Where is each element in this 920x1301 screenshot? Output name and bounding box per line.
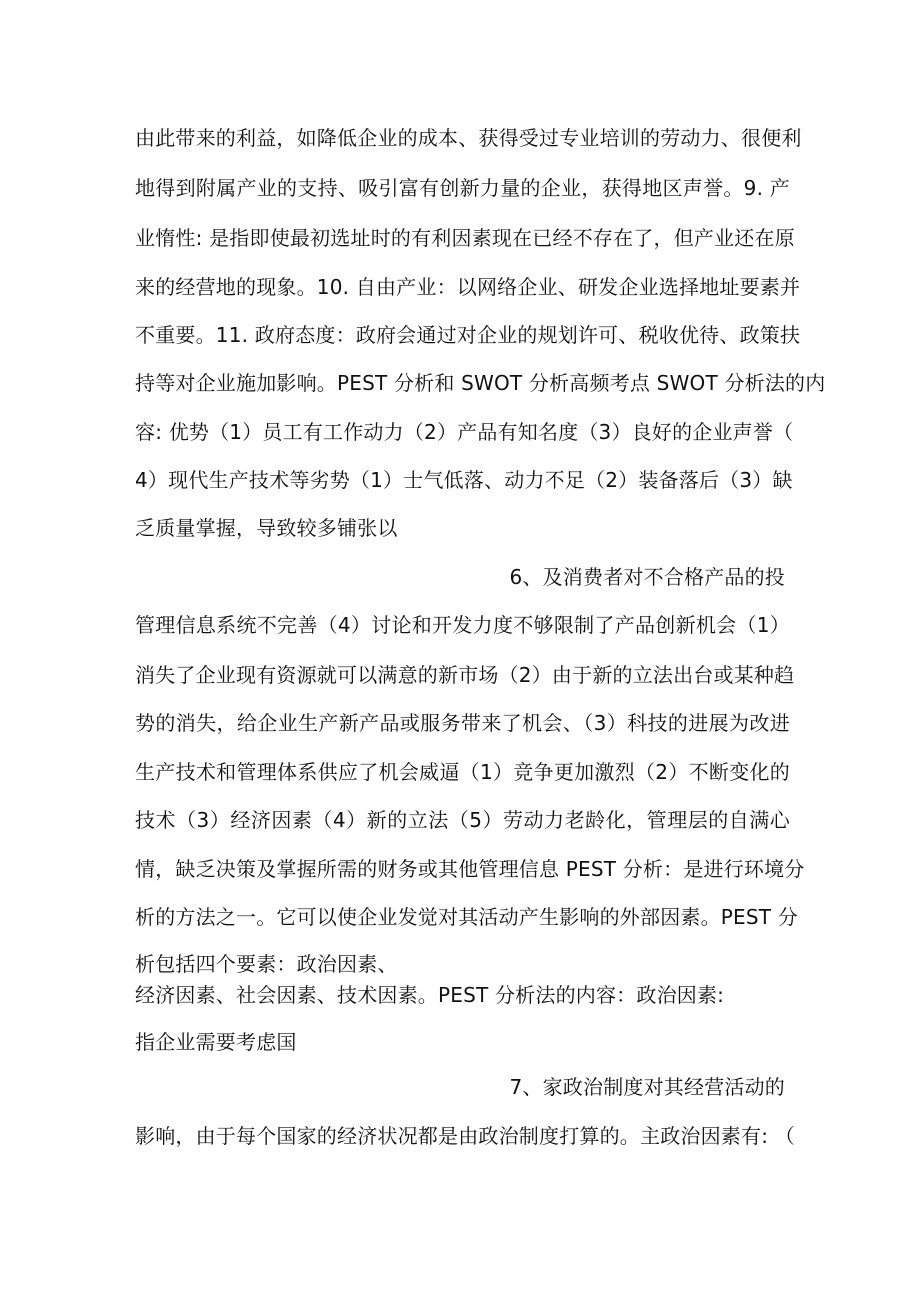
paragraph-line: 消失了企业现有资源就可以满意的新市场（2）由于新的立法出台或某种趋 [135,663,795,687]
paragraph-line: 势的消失，给企业生产新产品或服务带来了机会、（3）科技的进展为改进 [135,711,790,735]
paragraph-line: 析的方法之一。它可以使企业发觉对其活动产生影响的外部因素。PEST 分 [135,905,798,929]
paragraph-line: 容: 优势（1）员工有工作动力（2）产品有知名度（3）良好的企业声誉（ [135,420,794,444]
paragraph-line: 由此带来的利益，如降低企业的成本、获得受过专业培训的劳动力、很便利 [135,126,802,150]
paragraph-line: 业惰性: 是指即使最初选址时的有利因素现在已经不存在了，但产业还在原 [135,226,795,250]
paragraph-line: 管理信息系统不完善（4）讨论和开发力度不够限制了产品创新机会（1） [135,613,790,637]
paragraph-line: 经济因素、社会因素、技术因素。PEST 分析法的内容：政治因素: [135,983,725,1007]
paragraph-line: 情，缺乏决策及掌握所需的财务或其他管理信息 PEST 分析：是进行环境分 [135,857,805,881]
paragraph-line: 生产技术和管理体系供应了机会威逼（1）竞争更加激烈（2）不断变化的 [135,760,790,784]
section-number-line: 6、及消费者对不合格产品的投 [509,565,785,589]
paragraph-line: 4）现代生产技术等劣势（1）士气低落、动力不足（2）装备落后（3）缺 [135,468,793,492]
paragraph-line: 技术（3）经济因素（4）新的立法（5）劳动力老龄化，管理层的自满心 [135,808,790,832]
paragraph-line: 乏质量掌握，导致较多铺张以 [135,516,398,540]
paragraph-line: 地得到附属产业的支持、吸引富有创新力量的企业，获得地区声誉。9. 产 [135,176,790,200]
section-number-line: 7、家政治制度对其经营活动的 [509,1075,785,1099]
paragraph-line: 指企业需要考虑国 [135,1030,297,1054]
paragraph-line: 持等对企业施加影响。PEST 分析和 SWOT 分析高频考点 SWOT 分析法的内 [135,371,826,395]
paragraph-line: 影响，由于每个国家的经济状况都是由政治制度打算的。主政治因素有: （ [135,1124,795,1148]
paragraph-line: 不重要。11. 政府态度：政府会通过对企业的规划许可、税收优待、政策扶 [135,323,801,347]
paragraph-line: 来的经营地的现象。10. 自由产业：以网络企业、研发企业选择地址要素并 [135,275,801,299]
paragraph-line: 析包括四个要素：政治因素、 [135,952,398,976]
